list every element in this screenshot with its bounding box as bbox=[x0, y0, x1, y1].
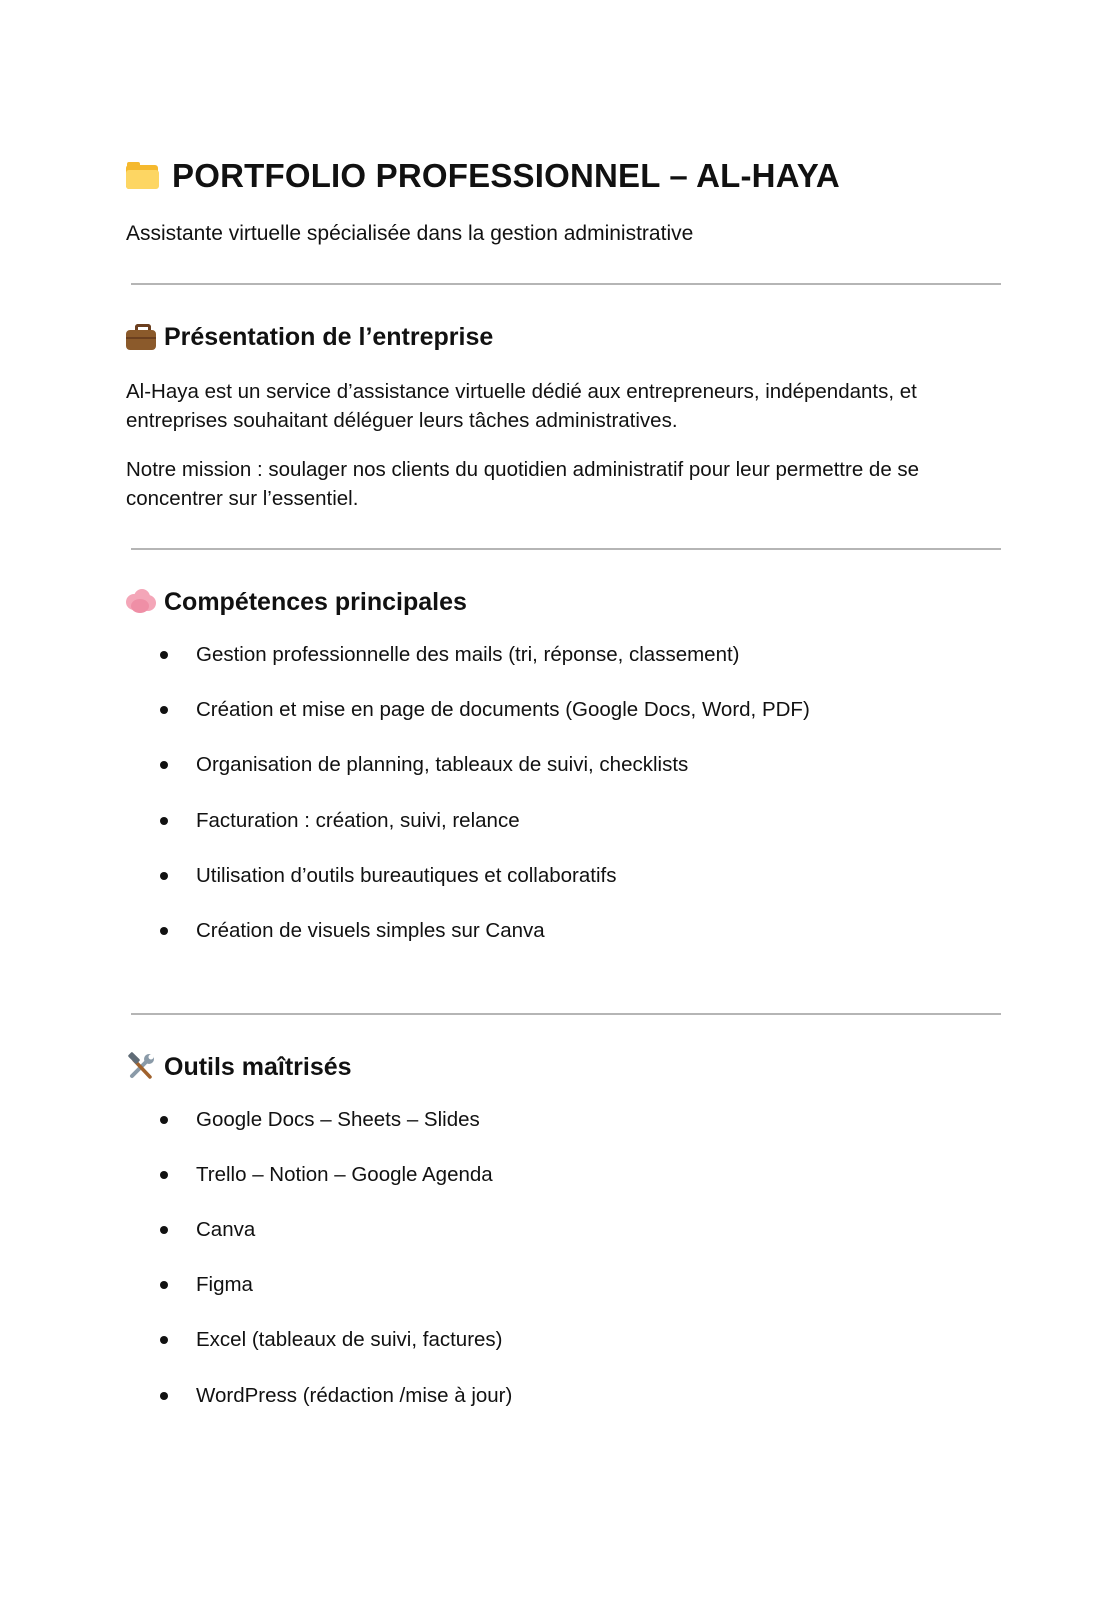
bullet-icon bbox=[160, 817, 168, 825]
divider bbox=[131, 548, 1001, 550]
list-item bbox=[160, 861, 616, 891]
document-title bbox=[126, 150, 840, 202]
bullet-icon bbox=[160, 706, 168, 714]
list-item bbox=[160, 1215, 255, 1245]
list-item bbox=[160, 1270, 253, 1300]
bullet-icon bbox=[160, 1116, 168, 1124]
list-item-text: Trello – Notion – Google Agenda bbox=[196, 1163, 493, 1186]
brain-icon bbox=[126, 589, 156, 615]
list-item-text: Facturation : création, suivi, relance bbox=[196, 809, 520, 832]
bullet-icon bbox=[160, 927, 168, 935]
list-item bbox=[160, 640, 740, 670]
bullet-icon bbox=[160, 1392, 168, 1400]
section-heading-text: Outils maîtrisés bbox=[164, 1052, 352, 1081]
title-text: PORTFOLIO PROFESSIONNEL – AL-HAYA bbox=[172, 157, 840, 194]
list-item bbox=[160, 1325, 503, 1355]
section-heading-competences bbox=[126, 585, 467, 619]
list-item bbox=[160, 1160, 493, 1190]
section-heading-text: Présentation de l’entreprise bbox=[164, 322, 494, 351]
list-item-text: Canva bbox=[196, 1218, 256, 1241]
paragraph: Notre mission : soulager nos clients du quotidien administratif pour leur permettre de se concentrer sur l’essentiel. bbox=[126, 458, 920, 510]
briefcase-icon bbox=[126, 324, 156, 350]
list-item bbox=[160, 1381, 512, 1411]
list-item-text: Excel (tableaux de suivi, factures) bbox=[196, 1328, 503, 1351]
bullet-icon bbox=[160, 1226, 168, 1234]
subtitle: Assistante virtuelle spécialisée dans la gestion administrative bbox=[126, 222, 694, 245]
list-item-text: Gestion professionnelle des mails (tri, réponse, classement) bbox=[196, 643, 740, 666]
section-heading-presentation bbox=[126, 320, 493, 354]
bullet-icon bbox=[160, 761, 168, 769]
divider bbox=[131, 1013, 1001, 1015]
list-item-text: Google Docs – Sheets – Slides bbox=[196, 1108, 480, 1131]
section-heading-outils bbox=[126, 1050, 352, 1084]
paragraph: Al-Haya est un service d’assistance virtuelle dédié aux entrepreneurs, indépendants, et entreprises souhaitant déléguer leurs tâches administratives. bbox=[126, 380, 917, 432]
bullet-icon bbox=[160, 1281, 168, 1289]
bullet-icon bbox=[160, 1336, 168, 1344]
list-item-text: Utilisation d’outils bureautiques et collaboratifs bbox=[196, 864, 617, 887]
hammer-and-wrench-icon bbox=[126, 1052, 156, 1082]
list-item-text: Création de visuels simples sur Canva bbox=[196, 919, 545, 942]
bullet-icon bbox=[160, 651, 168, 659]
list-item bbox=[160, 695, 810, 725]
list-item bbox=[160, 916, 545, 946]
list-item-text: Création et mise en page de documents (Google Docs, Word, PDF) bbox=[196, 698, 810, 721]
bullet-icon bbox=[160, 1171, 168, 1179]
folder-icon bbox=[126, 162, 160, 190]
list-item bbox=[160, 750, 688, 780]
list-item-text: Figma bbox=[196, 1273, 253, 1296]
section-heading-text: Compétences principales bbox=[164, 587, 467, 616]
list-item bbox=[160, 1105, 480, 1135]
list-item bbox=[160, 806, 520, 836]
list-item-text: Organisation de planning, tableaux de suivi, checklists bbox=[196, 753, 689, 776]
divider bbox=[131, 283, 1001, 285]
bullet-icon bbox=[160, 872, 168, 880]
list-item-text: WordPress (rédaction /mise à jour) bbox=[196, 1384, 513, 1407]
